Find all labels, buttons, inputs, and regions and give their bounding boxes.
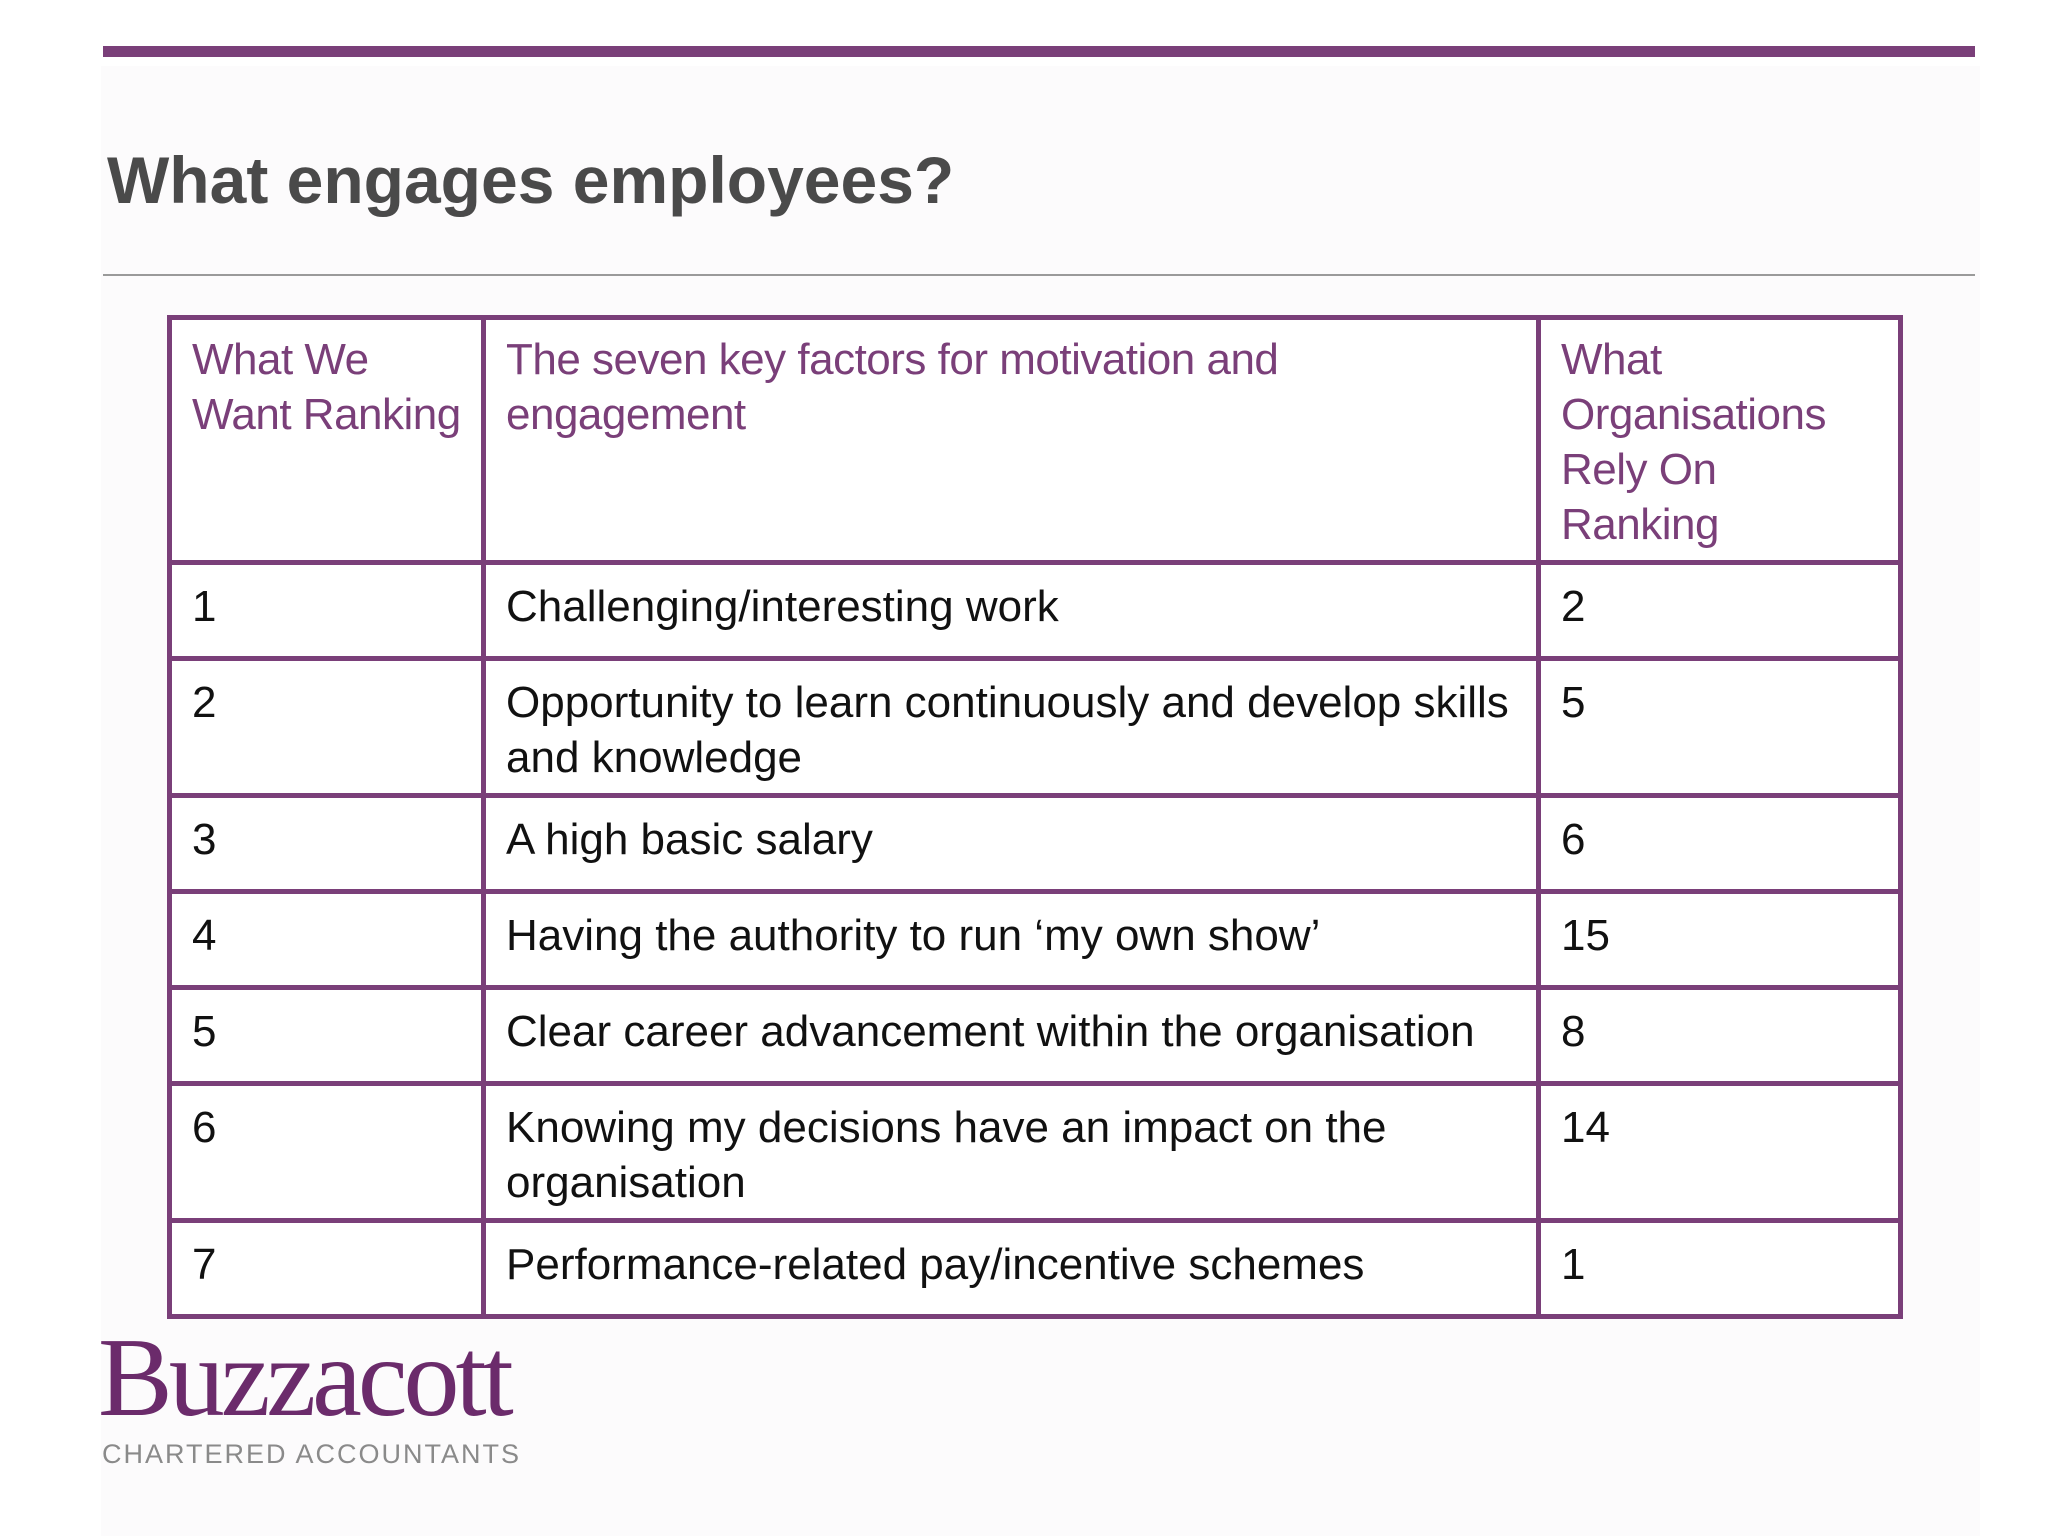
want-rank-cell: 4: [170, 892, 484, 988]
factor-cell: Challenging/interesting work: [484, 563, 1539, 659]
rely-rank-cell: 14: [1539, 1084, 1901, 1221]
table-header-row: [170, 318, 1901, 563]
header-key-factors: The seven key factors for motivation and engagement: [484, 318, 1539, 563]
want-rank-cell: 6: [170, 1084, 484, 1221]
header-what-we-want-ranking: What We Want Ranking: [170, 318, 484, 563]
table-row: [170, 1221, 1901, 1317]
logo-wordmark: Buzzacott: [98, 1316, 510, 1440]
rely-rank-cell: 2: [1539, 563, 1901, 659]
table-row: [170, 659, 1901, 796]
factor-cell: Having the authority to run ‘my own show’: [484, 892, 1539, 988]
table-row: [170, 892, 1901, 988]
logo-tagline: CHARTERED ACCOUNTANTS: [102, 1439, 522, 1469]
factor-cell: Performance-related pay/incentive schemes: [484, 1221, 1539, 1317]
rely-rank-cell: 15: [1539, 892, 1901, 988]
engagement-factors-table: [167, 315, 1903, 1319]
want-rank-cell: 2: [170, 659, 484, 796]
rely-rank-cell: 5: [1539, 659, 1901, 796]
table-row: [170, 1084, 1901, 1221]
table-row: [170, 563, 1901, 659]
rely-rank-cell: 1: [1539, 1221, 1901, 1317]
table-row: [170, 796, 1901, 892]
factor-cell: A high basic salary: [484, 796, 1539, 892]
top-accent-bar: [103, 46, 1975, 57]
factor-cell: Opportunity to learn continuously and develop skills and knowledge: [484, 659, 1539, 796]
table-row: [170, 988, 1901, 1084]
factor-cell: Knowing my decisions have an impact on the organisation: [484, 1084, 1539, 1221]
want-rank-cell: 3: [170, 796, 484, 892]
factor-cell: Clear career advancement within the organisation: [484, 988, 1539, 1084]
want-rank-cell: 1: [170, 563, 484, 659]
header-organisations-rely-on-ranking: What Organisations Rely On Ranking: [1539, 318, 1901, 563]
rely-rank-cell: 8: [1539, 988, 1901, 1084]
slide-title: What engages employees?: [107, 143, 955, 217]
want-rank-cell: 5: [170, 988, 484, 1084]
title-divider: [103, 274, 1975, 276]
want-rank-cell: 7: [170, 1221, 484, 1317]
buzzacott-logo: [98, 1318, 598, 1478]
rely-rank-cell: 6: [1539, 796, 1901, 892]
